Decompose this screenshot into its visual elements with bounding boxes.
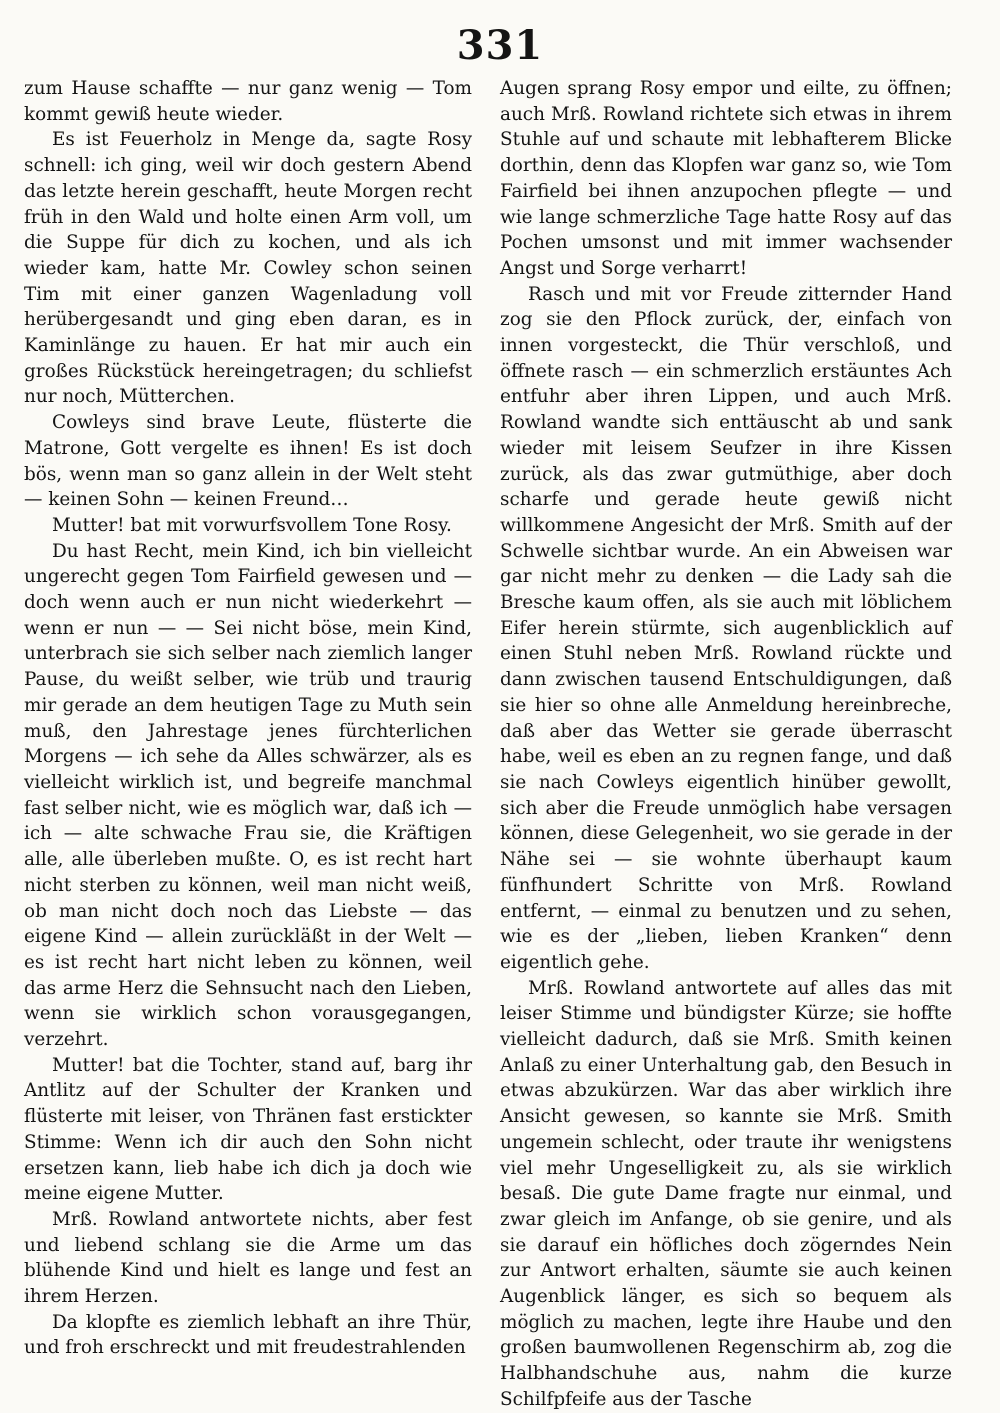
paragraph: Mutter! bat mit vorwurfsvollem Tone Rosy. [52, 514, 452, 536]
paragraph: Augen sprang Rosy empor und eilte, zu öffnen; auch Mrß. Rowland richtete sich etwas in ihrem Stuhle auf und schaute mit lebhafterem Blicke dorthin, denn das Klopfen war ganz so, wie Tom Fairfield bei ihnen anzupochen pflegte — und wie lange schmerzliche Tage hatte Rosy auf das Pochen umsonst und mit immer wachsender Angst und Sorge verharrt! [500, 78, 952, 279]
right-column [500, 76, 952, 1413]
paragraph: Da klopfte es ziemlich lebhaft an ihre Thür, und froh erschreckt und mit freudestrahlenden [24, 1311, 472, 1359]
left-column [24, 76, 472, 1361]
paragraph: Mrß. Rowland antwortete nichts, aber fest und liebend schlang sie die Arme um das blühende Kind und hielt es lange und fest an ihrem Herzen. [24, 1208, 472, 1308]
paragraph: Cowleys sind brave Leute, flüsterte die Matrone, Gott vergelte es ihnen! Es ist doch bös, wenn man so ganz allein in der Welt steht — keinen Sohn — keinen Freund… [24, 412, 472, 511]
paragraph: Mutter! bat die Tochter, stand auf, barg ihr Antlitz auf der Schulter der Kranken und flüsterte mit leiser, von Thränen fast erstickter Stimme: Wenn ich dir auch den Sohn nicht ersetzen kann, lieb habe ich dich ja doch wie meine eigene Mutter. [24, 1054, 472, 1205]
paragraph: Mrß. Rowland antwortete auf alles das mit leiser Stimme und bündigster Kürze; sie hoffte vielleicht dadurch, daß sie Mrß. Smith keinen Anlaß zu einer Unterhaltung gab, den Besuch in etwas abzukürzen. War das aber wirklich ihre Ansicht gewesen, so kannte sie Mrß. Smith ungemein schlecht, oder traute ihr wenigstens viel mehr Ungeselligkeit zu, als sie wirklich besaß. Die gute Dame fragte nur einmal, und zwar gleich im Anfange, ob sie genire, und als sie darauf ein höfliches doch zögerndes Nein zur Antwort erhalten, säumte sie auch keinen Augenblick länger, es sich so bequem als möglich zu machen, legte ihre Haube und den großen baumwollenen Regenschirm ab, zog die Halbhandschuhe aus, nahm die kurze Schilfpfeife aus der Tasche [500, 977, 952, 1410]
paragraph: Du hast Recht, mein Kind, ich bin vielleicht ungerecht gegen Tom Fairfield gewesen und — doch wenn auch er nun nicht wiederkehrt — wenn er nun — — Sei nicht böse, mein Kind, unterbrach sie sich selber nach ziemlich langer Pause, du weißt selber, wie trüb und traurig mir gerade an dem heutigen Tage zu Muth sein muß, den Jahrestage jenes fürchterlichen Morgens — ich sehe da Alles schwärzer, als es vielleicht wirklich ist, und begreife manchmal fast selber nicht, wie es möglich war, daß ich — ich — alte schwache Frau sie, die Kräftigen alle, alle überleben mußte. O, es ist recht hart nicht sterben zu können, weil man nicht weiß, ob man nicht doch noch das Liebste — das eigene Kind — allein zurückläßt in der Welt — es ist recht hart nicht leben zu können, weil das arme Herz die Sehnsucht nach den Lieben, wenn sie wirklich schon vorausgegangen, verzehrt. [24, 540, 472, 1051]
column-gutter [486, 80, 487, 1350]
page-number: 331 [456, 22, 544, 69]
paragraph: zum Hause schaffte — nur ganz wenig — Tom kommt gewiß heute wieder. [24, 78, 472, 125]
paragraph: Rasch und mit vor Freude zitternder Hand zog sie den Pflock zurück, der, einfach von innen vorgesteckt, die Thür verschloß, und öffnete rasch — ein schmerzlich erstäuntes Ach entfuhr aber ihren Lippen, und auch Mrß. Rowland wandte sich enttäuscht ab und sank wieder mit leisem Seufzer in ihre Kissen zurück, als das zwar gutmüthige, aber doch scharfe und gerade heute gewiß nicht willkommene Angesicht der Mrß. Smith auf der Schwelle sichtbar wurde. An ein Abweisen war gar nicht mehr zu denken — die Lady sah die Bresche kaum offen, als sie auch mit löblichem Eifer herein stürmte, sich augenblicklich auf einen Stuhl neben Mrß. Rowland rückte und dann zwischen tausend Entschuldigungen, daß sie hier so ohne alle Anmeldung hereinbreche, daß aber das Wetter sie gerade überrascht habe, weil es eben an zu regnen fange, und daß sie nach Cowleys eigentlich hinüber gewollt, sich aber die Freude unmöglich habe versagen können, diese Gelegenheit, wo sie gerade in der Nähe sei — sie wohnte überhaupt kaum fünfhundert Schritte von Mrß. Rowland entfernt, — einmal zu benutzen und zu sehen, wie es der „lieben, lieben Kranken“ denn eigentlich gehe. [500, 283, 952, 973]
paragraph: Es ist Feuerholz in Menge da, sagte Rosy schnell: ich ging, weil wir doch gestern Abend das letzte herein geschafft, heute Morgen recht früh in den Wald und holte einen Arm voll, um die Suppe für dich zu kochen, und als ich wieder kam, hatte Mr. Cowley schon seinen Tim mit einer ganzen Wagenladung voll herübergesandt und ging eben daran, es in Kaminlänge zu hauen. Er hat mir auch ein großes Rückstück hereingetragen; du schliefst nur noch, Mütterchen. [24, 129, 472, 408]
